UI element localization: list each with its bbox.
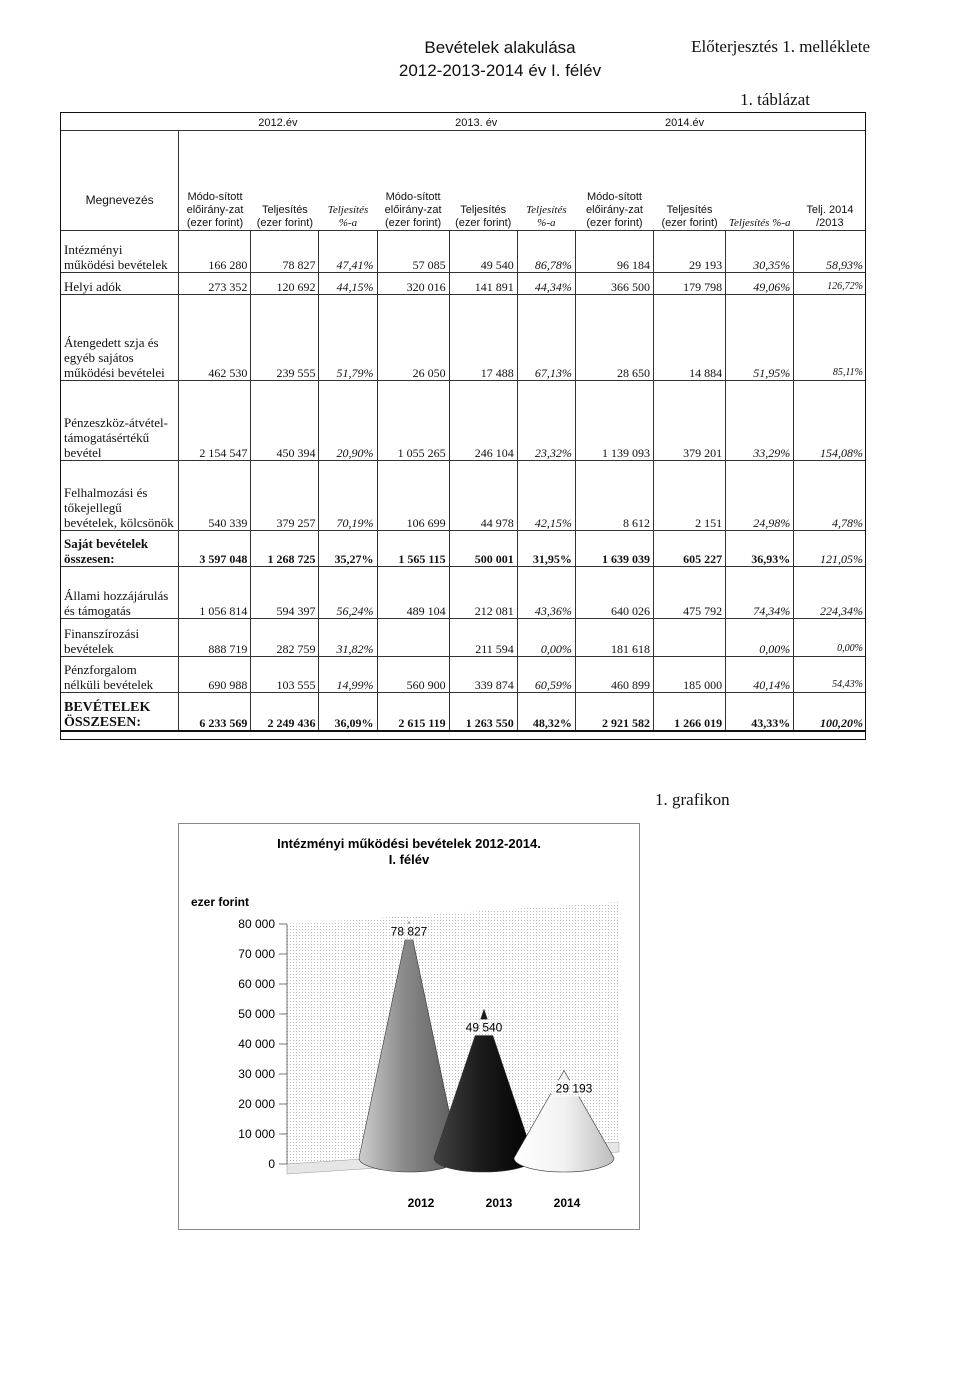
year-header-row	[61, 112, 867, 131]
cell: 2 921 582	[575, 693, 653, 731]
table-row	[61, 231, 867, 273]
cell: 212 081	[449, 567, 517, 619]
cell: 179 798	[654, 273, 726, 295]
cell: 1 268 725	[251, 531, 319, 567]
cell: 8 612	[575, 461, 653, 531]
cell: 2 151	[654, 461, 726, 531]
year-2014: 2014.év	[575, 112, 793, 131]
cell: 96 184	[575, 231, 653, 273]
cell: 48,32%	[517, 693, 575, 731]
cell: 44 978	[449, 461, 517, 531]
y-tick-label: 60 000	[238, 977, 275, 991]
cell: 31,95%	[517, 531, 575, 567]
data-label: 49 540	[465, 1020, 503, 1035]
cell: 44,34%	[517, 273, 575, 295]
cell: 379 201	[654, 381, 726, 461]
y-tick-label: 70 000	[238, 947, 275, 961]
cell: 57 085	[377, 231, 449, 273]
y-tick-label: 30 000	[238, 1067, 275, 1081]
cell: 4,78%	[794, 461, 866, 531]
col-actual-2012: Teljesítés (ezer forint)	[256, 204, 313, 229]
cell: 49 540	[449, 231, 517, 273]
table-row	[61, 657, 867, 693]
cell: 0,00%	[726, 619, 794, 657]
row-label: BEVÉTELEK ÖSSZESEN:	[61, 693, 179, 731]
row-label: Intézményi működési bevételek	[61, 231, 179, 273]
cell: 78 827	[251, 231, 319, 273]
cell: 475 792	[654, 567, 726, 619]
cell: 70,19%	[319, 461, 377, 531]
cell: 3 597 048	[179, 531, 251, 567]
cell: 282 759	[251, 619, 319, 657]
cell: 29 193	[654, 231, 726, 273]
title-line-2: 2012-2013-2014 év I. félév	[398, 61, 602, 80]
cell: 1 139 093	[575, 381, 653, 461]
cell: 154,08%	[794, 381, 866, 461]
col-planned-2013: Módo-sított előirány-zat (ezer forint)	[384, 191, 442, 229]
cell: 36,09%	[319, 693, 377, 731]
cell: 560 900	[377, 657, 449, 693]
cell: 6 233 569	[179, 693, 251, 731]
cell: 1 639 039	[575, 531, 653, 567]
cell: 1 266 019	[654, 693, 726, 731]
row-label: Pénzforgalom nélküli bevételek	[61, 657, 179, 693]
cell: 211 594	[449, 619, 517, 657]
cell: 24,98%	[726, 461, 794, 531]
cell: 106 699	[377, 461, 449, 531]
cell: 26 050	[377, 295, 449, 381]
cell: 500 001	[449, 531, 517, 567]
col-planned-2014: Módo-sított előirány-zat (ezer forint)	[586, 191, 643, 229]
cell: 44,15%	[319, 273, 377, 295]
cone-chart	[179, 824, 639, 1229]
table-reference: 1. táblázat	[740, 90, 810, 109]
cell: 379 257	[251, 461, 319, 531]
cell: 103 555	[251, 657, 319, 693]
cell: 2 615 119	[377, 693, 449, 731]
column-header-row	[61, 131, 867, 231]
chart-title-line-1: Intézményi működési bevételek 2012-2014.	[277, 836, 541, 851]
col-actual-2014: Teljesítés (ezer forint)	[661, 204, 718, 229]
cell: 640 026	[575, 567, 653, 619]
cell: 54,43%	[794, 657, 866, 693]
cell: 60,59%	[517, 657, 575, 693]
col-pct-2013: Teljesítés %-a	[526, 204, 567, 229]
cell: 43,33%	[726, 693, 794, 731]
y-tick-label: 0	[268, 1157, 275, 1171]
cell: 450 394	[251, 381, 319, 461]
cell: 246 104	[449, 381, 517, 461]
cell: 85,11%	[794, 295, 866, 381]
table-row	[61, 381, 867, 461]
cell: 540 339	[179, 461, 251, 531]
col-pct-2014: Teljesítés %-a	[728, 217, 791, 229]
annex-label: Előterjesztés 1. melléklete	[691, 37, 870, 56]
cell: 1 263 550	[449, 693, 517, 731]
cell: 42,15%	[517, 461, 575, 531]
col-planned-2012: Módo-sított előirány-zat (ezer forint)	[186, 191, 244, 229]
cell: 126,72%	[794, 273, 866, 295]
cell: 23,32%	[517, 381, 575, 461]
cell: 28 650	[575, 295, 653, 381]
document-title	[360, 36, 640, 82]
revenue-table	[60, 112, 866, 732]
cell: 489 104	[377, 567, 449, 619]
cell: 605 227	[654, 531, 726, 567]
y-tick-label: 20 000	[238, 1097, 275, 1111]
table-row	[61, 619, 867, 657]
cell: 366 500	[575, 273, 653, 295]
cell	[377, 619, 449, 657]
cell: 224,34%	[794, 567, 866, 619]
cell: 0,00%	[517, 619, 575, 657]
row-label: Helyi adók	[61, 273, 179, 295]
cell: 49,06%	[726, 273, 794, 295]
cell: 2 249 436	[251, 693, 319, 731]
cell: 2 154 547	[179, 381, 251, 461]
cell: 181 618	[575, 619, 653, 657]
y-unit-label: ezer forint	[191, 895, 250, 909]
cell: 185 000	[654, 657, 726, 693]
row-label: Pénzeszköz-átvétel-támogatásértékű bevétel	[61, 381, 179, 461]
table-row	[61, 567, 867, 619]
y-tick-label: 10 000	[238, 1127, 275, 1141]
x-category-label: 2013	[485, 1196, 513, 1210]
cell: 86,78%	[517, 231, 575, 273]
cell: 239 555	[251, 295, 319, 381]
table-row	[61, 531, 867, 567]
table-row	[61, 461, 867, 531]
cell: 888 719	[179, 619, 251, 657]
y-tick-label: 40 000	[238, 1037, 275, 1051]
x-category-label: 2012	[407, 1196, 435, 1210]
chart-caption: 1. grafikon	[655, 790, 730, 809]
cell: 74,34%	[726, 567, 794, 619]
title-line-1: Bevételek alakulása	[424, 38, 576, 57]
cell: 30,35%	[726, 231, 794, 273]
cell: 40,14%	[726, 657, 794, 693]
cell: 339 874	[449, 657, 517, 693]
cell: 36,93%	[726, 531, 794, 567]
cell: 20,90%	[319, 381, 377, 461]
row-label: Állami hozzájárulás és támogatás	[61, 567, 179, 619]
table-row	[61, 273, 867, 295]
col-actual-2013: Teljesítés (ezer forint)	[455, 204, 512, 229]
cell: 43,36%	[517, 567, 575, 619]
y-tick-label: 80 000	[238, 917, 275, 931]
cell: 1 056 814	[179, 567, 251, 619]
cell: 58,93%	[794, 231, 866, 273]
year-2013: 2013. év	[377, 112, 575, 131]
chart-container	[178, 823, 640, 1230]
cell: 594 397	[251, 567, 319, 619]
row-label: Átengedett szja és egyéb sajátos működési bevételei	[61, 295, 179, 381]
col-pct-2012: Teljesítés %-a	[327, 204, 369, 229]
data-label: 29 193	[555, 1081, 593, 1096]
cell: 1 055 265	[377, 381, 449, 461]
row-label: Saját bevételek összesen:	[61, 531, 179, 567]
cell: 120 692	[251, 273, 319, 295]
cell: 320 016	[377, 273, 449, 295]
cell: 273 352	[179, 273, 251, 295]
cell: 462 530	[179, 295, 251, 381]
cell: 14,99%	[319, 657, 377, 693]
cell: 100,20%	[794, 693, 866, 731]
row-label: Finanszírozási bevételek	[61, 619, 179, 657]
col-ratio: Telj. 2014 /2013	[806, 204, 854, 229]
cell: 33,29%	[726, 381, 794, 461]
cell: 67,13%	[517, 295, 575, 381]
cell: 690 988	[179, 657, 251, 693]
table-row	[61, 295, 867, 381]
cell: 35,27%	[319, 531, 377, 567]
cell: 47,41%	[319, 231, 377, 273]
cell: 0,00%	[794, 619, 866, 657]
row-label: Felhalmozási és tőkejellegű bevételek, kölcsönök	[61, 461, 179, 531]
cell: 141 891	[449, 273, 517, 295]
cell: 56,24%	[319, 567, 377, 619]
data-label: 78 827	[390, 924, 428, 939]
cell: 31,82%	[319, 619, 377, 657]
x-category-label: 2014	[553, 1196, 581, 1210]
cell: 1 565 115	[377, 531, 449, 567]
cell: 51,95%	[726, 295, 794, 381]
table-row-total	[61, 693, 867, 731]
cell: 121,05%	[794, 531, 866, 567]
cell: 14 884	[654, 295, 726, 381]
col-label: Megnevezés	[61, 131, 179, 231]
y-tick-label: 50 000	[238, 1007, 275, 1021]
chart-title-line-2: I. félév	[388, 852, 430, 867]
cell: 17 488	[449, 295, 517, 381]
cell: 51,79%	[319, 295, 377, 381]
cell: 166 280	[179, 231, 251, 273]
cell	[654, 619, 726, 657]
year-2012: 2012.év	[179, 112, 377, 131]
cell: 460 899	[575, 657, 653, 693]
